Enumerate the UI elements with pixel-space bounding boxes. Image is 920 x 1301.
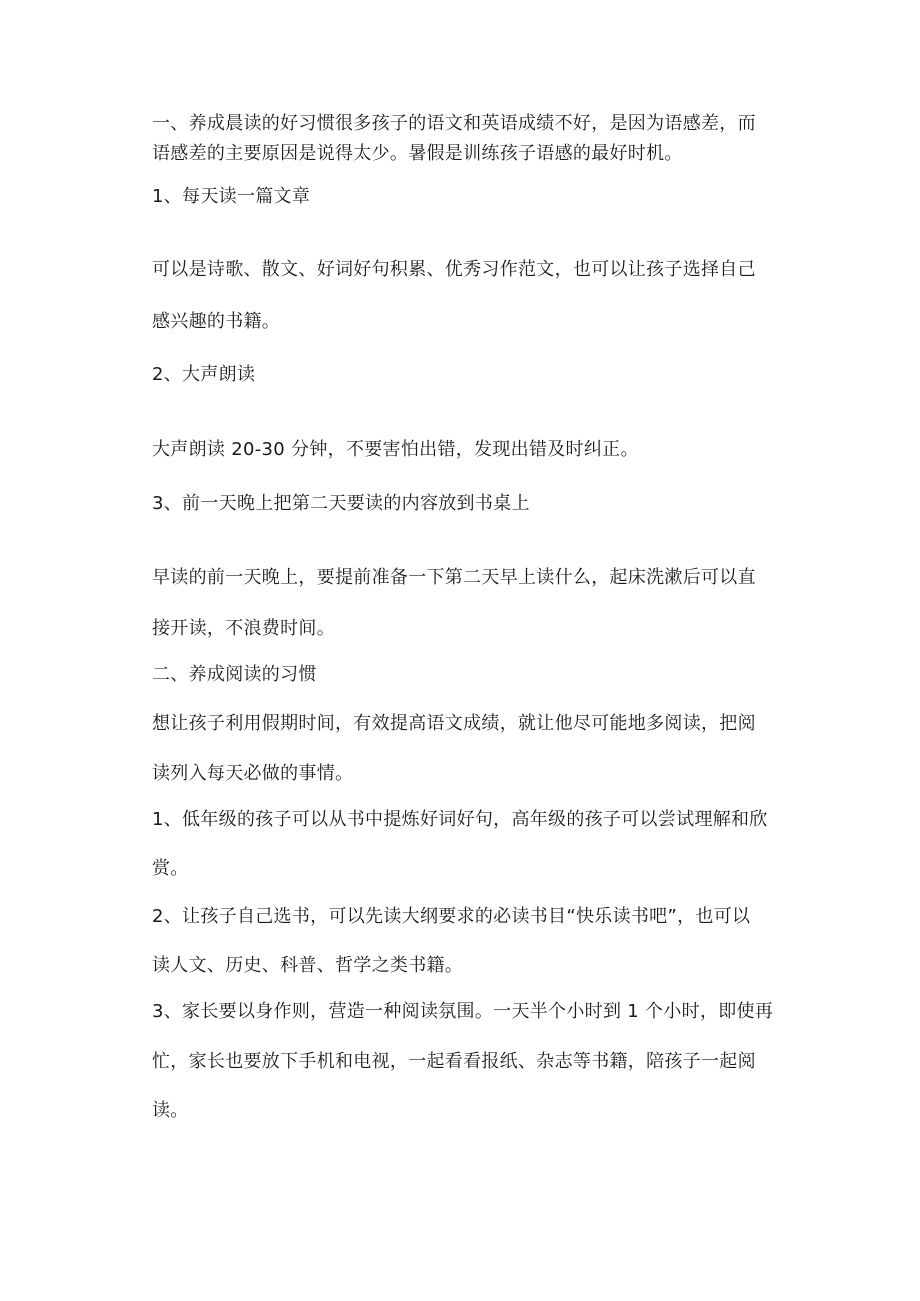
text-line-2: 语感差的主要原因是说得太少。暑假是训练孩子语感的最好时机。 — [152, 143, 683, 164]
text-line-8: 想让孩子利用假期时间，有效提高语文成绩，就让他尽可能地多阅读，把阅 — [152, 713, 756, 734]
text-line-5: 大声朗读 20-30 分钟，不要害怕出错，发现出错及时纠正。 — [152, 439, 639, 460]
text-line-10: 1、低年级的孩子可以从书中提炼好词好句，高年级的孩子可以尝试理解和欣 — [152, 809, 768, 830]
text-line-13: 读人文、历史、科普、哲学之类书籍。 — [152, 955, 464, 976]
text-line-12: 2、让孩子自己选书，可以先读大纲要求的必读书目“快乐读书吧”，也可以 — [152, 906, 751, 927]
section-heading-2: 二、养成阅读的习惯 — [152, 664, 317, 685]
text-line-16: 读。 — [152, 1100, 189, 1121]
text-line-15: 忙，家长也要放下手机和电视，一起看看报纸、杂志等书籍，陪孩子一起阅 — [152, 1051, 756, 1072]
text-line-4: 感兴趣的书籍。 — [152, 311, 281, 332]
heading-item-3: 3、前一天晚上把第二天要读的内容放到书桌上 — [152, 493, 530, 514]
heading-item-1: 1、每天读一篇文章 — [152, 186, 311, 207]
text-line-6: 早读的前一天晚上，要提前准备一下第二天早上读什么，起床洗漱后可以直 — [152, 567, 756, 588]
text-line-1: 一、养成晨读的好习惯很多孩子的语文和英语成绩不好，是因为语感差，而 — [152, 113, 756, 134]
heading-item-2: 2、大声朗读 — [152, 364, 256, 385]
text-line-3: 可以是诗歌、散文、好词好句积累、优秀习作范文，也可以让孩子选择自己 — [152, 259, 756, 280]
text-line-7: 接开读，不浪费时间。 — [152, 618, 335, 639]
text-line-14: 3、家长要以身作则，营造一种阅读氛围。一天半个小时到 1 个小时，即使再 — [152, 1001, 774, 1022]
text-line-11: 赏。 — [152, 858, 189, 879]
text-line-9: 读列入每天必做的事情。 — [152, 763, 354, 784]
